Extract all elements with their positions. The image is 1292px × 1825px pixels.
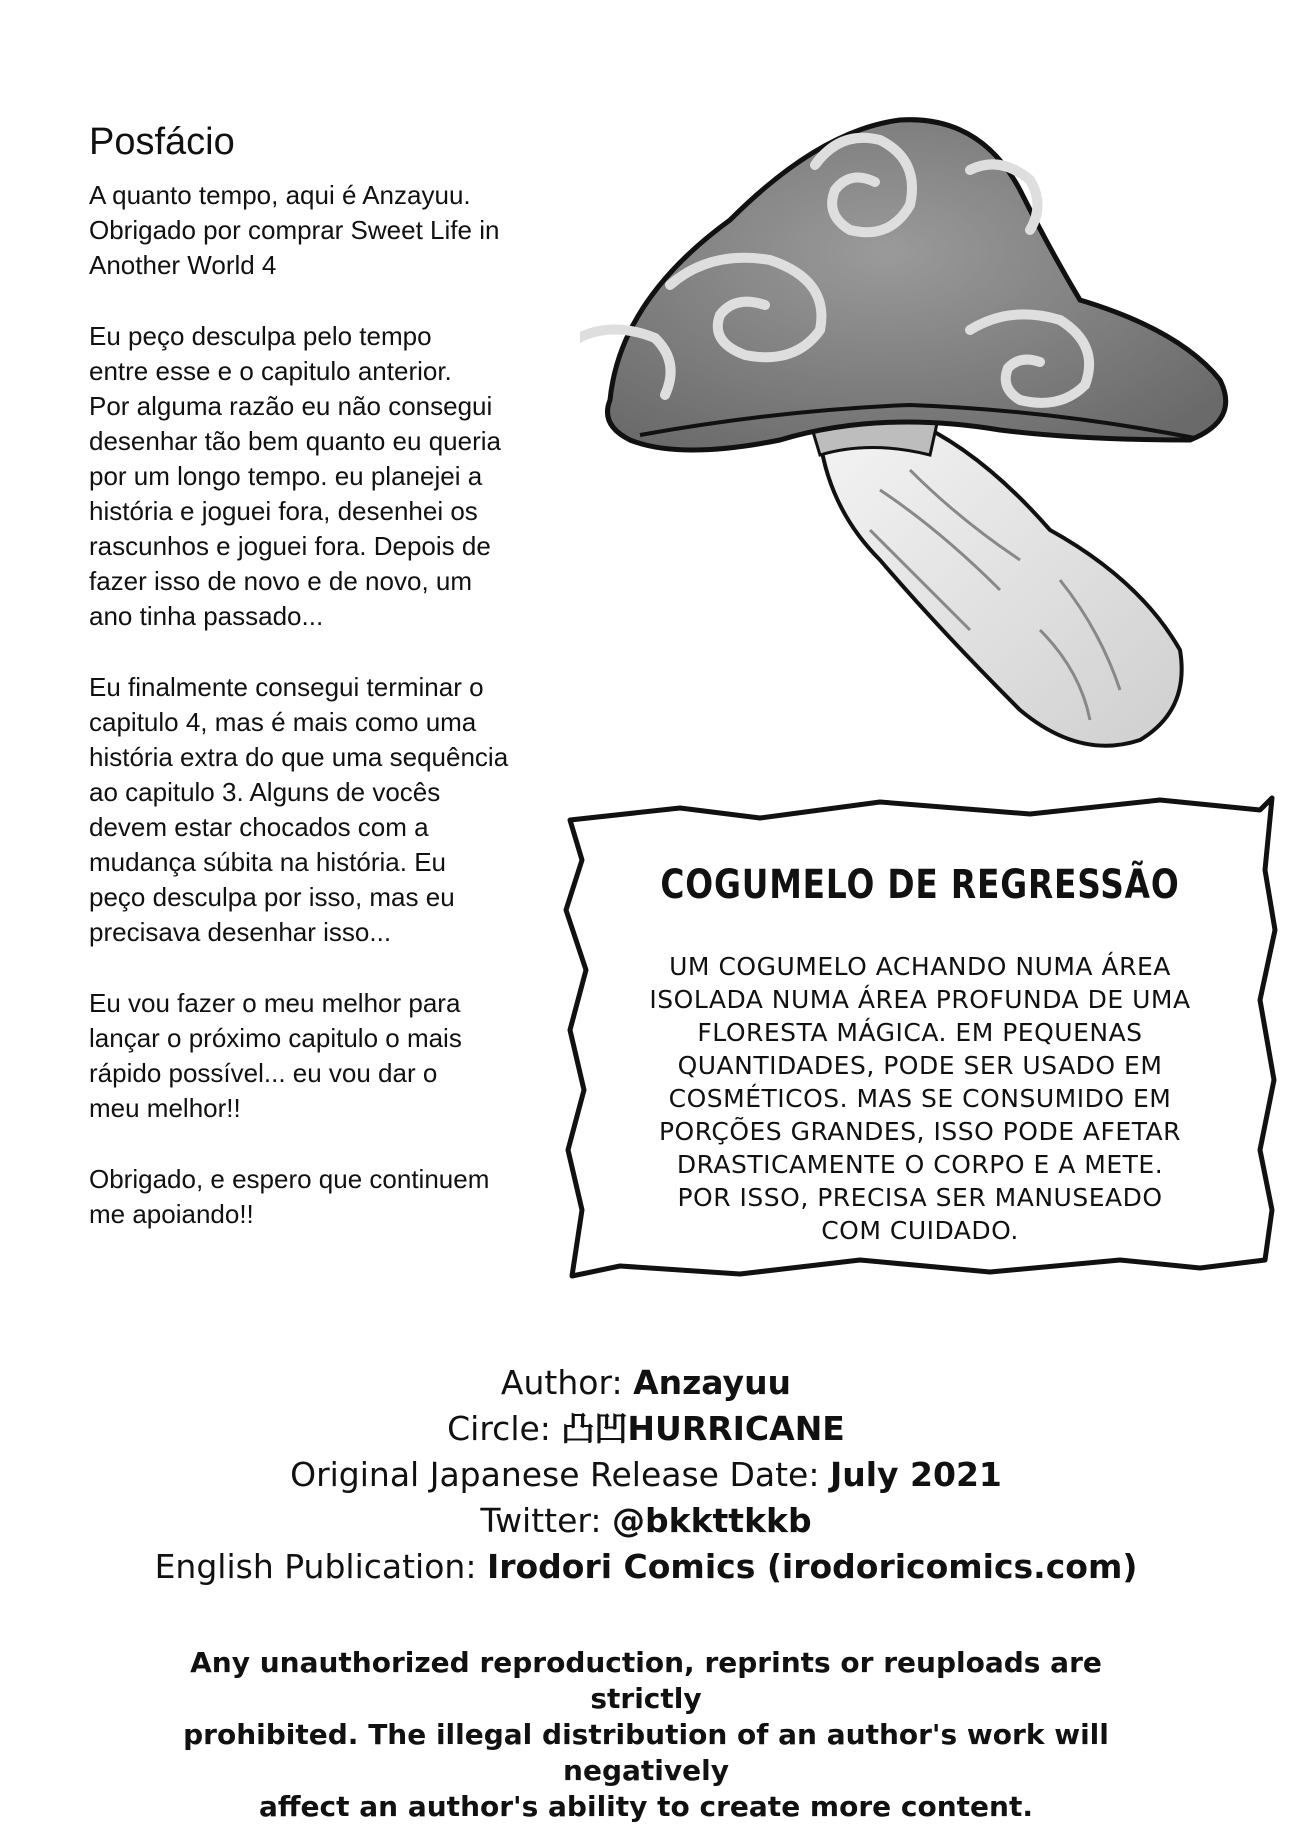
postscript-section [89,118,609,1268]
credit-label: Circle: [447,1409,551,1448]
credit-value: 凸凹HURRICANE [561,1409,845,1448]
credit-row-release-date [0,1452,1292,1498]
credit-row-author [0,1360,1292,1406]
postscript-paragraph: Eu peço desculpa pelo tempo entre esse e o capitulo anterior. Por alguma razão eu não consegui desenhar tão bem quanto eu queria por um longo tempo. eu planejei a história e joguei fora, desenhei os rascunhos e joguei fora. Depois de fazer isso de novo e de novo, um ano tinha passado... [89,321,501,631]
credit-label: English Publication: [154,1547,477,1586]
credit-label: Author: [500,1363,623,1402]
credit-row-publication [0,1544,1292,1590]
mushroom-info-scroll [560,790,1280,1290]
credit-value: Anzayuu [633,1363,792,1402]
credit-value: @bkkttkkb [612,1501,812,1540]
credit-label: Original Japanese Release Date: [290,1455,820,1494]
credit-label: Twitter: [480,1501,602,1540]
postscript-paragraph: Eu vou fazer o meu melhor para lançar o próximo capitulo o mais rápido possível... eu vou dar o meu melhor!! [89,988,462,1123]
credits-section [0,1360,1292,1590]
postscript-paragraph: Obrigado, e espero que continuem me apoiando!! [89,1164,490,1229]
credit-row-twitter [0,1498,1292,1544]
credit-row-circle [0,1406,1292,1452]
credit-value: Irodori Comics (irodoricomics.com) [486,1547,1138,1586]
scroll-description: UM COGUMELO ACHANDO NUMA ÁREA ISOLADA NUMA ÁREA PROFUNDA DE UMA FLORESTA MÁGICA. EM PEQUENAS QUANTIDADES, PODE SER USADO EM COSMÉTICOS. MAS SE CONSUMIDO EM PORÇÕES GRANDES, ISSO PODE AFETAR DRASTICAMENTE O CORPO E A METE. POR ISSO, PRECISA SER MANUSEADO COM CUIDADO. [649,952,1191,1245]
credit-value: July 2021 [829,1455,1002,1494]
copyright-notice: Any unauthorized reproduction, reprints or reuploads are strictly prohibited. The illegal distribution of an author's work will negatively affect an author's ability to create more content. [183,1646,1109,1823]
postscript-title: Posfácio [89,121,235,163]
mushroom-illustration [580,110,1280,770]
postscript-paragraph: A quanto tempo, aqui é Anzayuu. Obrigado por comprar Sweet Life in Another World 4 [89,180,500,280]
postscript-paragraph: Eu finalmente consegui terminar o capitulo 4, mas é mais como uma história extra do que uma sequência ao capitulo 3. Alguns de vocês devem estar chocados com a mudança súbita na história. Eu peço desculpa por isso, mas eu precisava desenhar isso... [89,672,509,947]
scroll-title: COGUMELO DE REGRESSÃO [660,862,1180,908]
